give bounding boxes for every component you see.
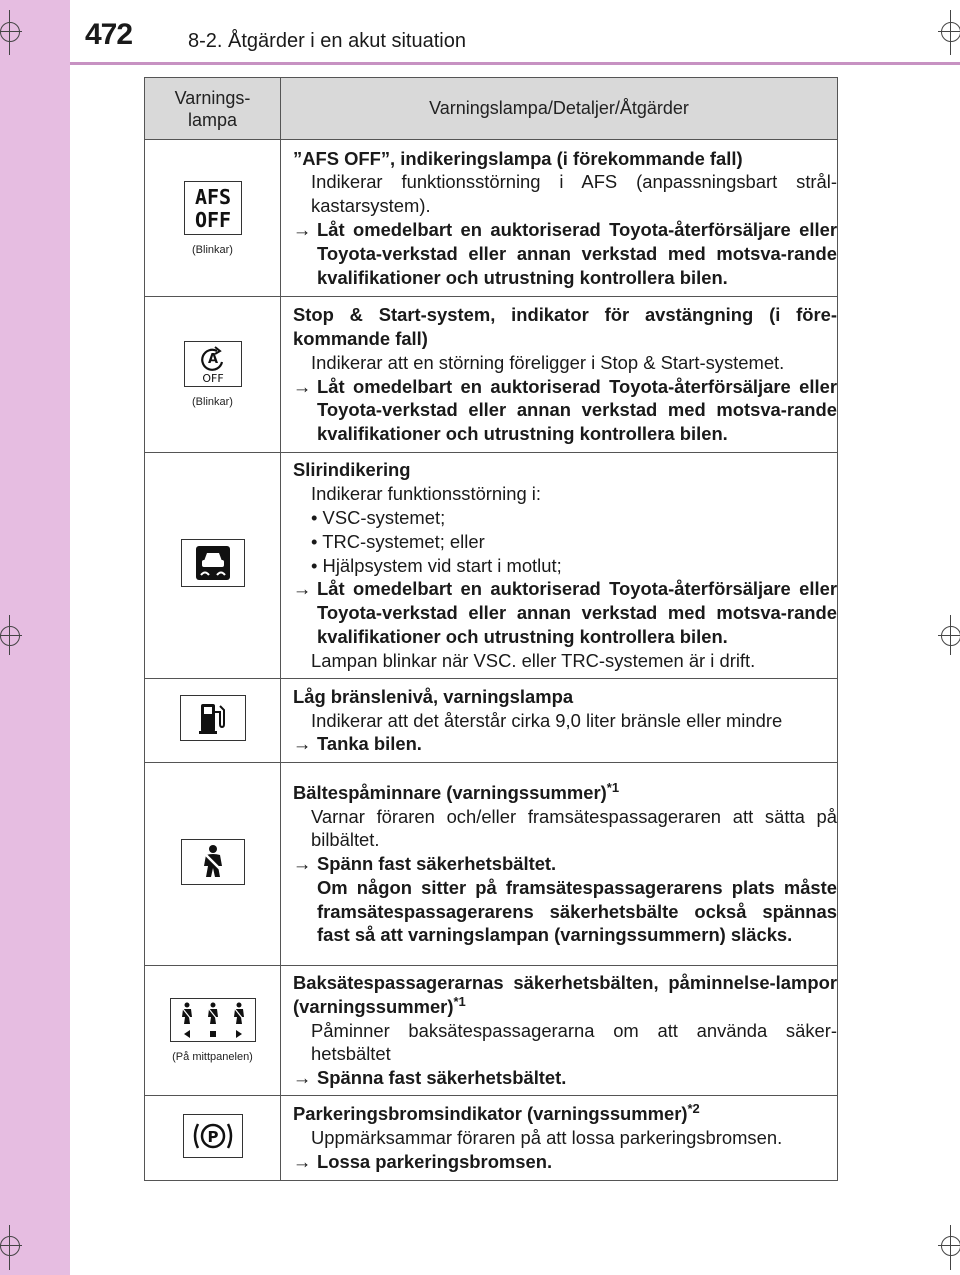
column-header-lamp-line1: Varnings- (174, 87, 251, 108)
table-row (145, 140, 838, 297)
lamp-description: Uppmärksammar föraren på att lossa parkeringsbromsen. (311, 1127, 783, 1149)
lamp-title (293, 1102, 837, 1126)
slip-indicator-icon (181, 539, 245, 587)
lamp-title: Stop & Start-system, indikator för avstängning (i före-kommande fall) (293, 304, 837, 349)
crop-mark-bottom-right (920, 1220, 960, 1275)
crop-mark-bottom-left (0, 1220, 40, 1275)
lamp-action (293, 218, 837, 289)
lamp-description: Indikerar funktionsstörning i: (311, 483, 541, 505)
lamp-note: Lampan blinkar när VSC. eller TRC-systemen är i drift. (311, 649, 756, 671)
lamp-description: Indikerar funktionsstörning i AFS (anpassningsbart strål-kastarsystem). (311, 171, 837, 217)
seatbelt-icon (181, 839, 245, 885)
lamp-cell (145, 453, 281, 679)
lamp-caption: (Blinkar) (192, 396, 233, 408)
lamp-title: ”AFS OFF”, indikeringslampa (i förekommande fall) (293, 147, 743, 169)
page-number: 472 (85, 18, 133, 51)
lamp-cell (145, 297, 281, 453)
lamp-action-text: Låt omedelbart en auktoriserad Toyota-återförsäljare eller Toyota-verkstad eller annan verkstad med motsva-rande kvalifikationer och utrustning kontrollera bilen. (317, 375, 837, 445)
table-row (145, 1096, 838, 1181)
table-row (145, 763, 838, 966)
stop-start-off-icon (184, 341, 242, 387)
lamp-description: Varnar föraren och/eller framsätespassageraren att sätta på bilbältet. (311, 805, 837, 851)
footnote-marker: *1 (453, 993, 466, 1009)
header-rule (70, 62, 960, 65)
lamp-description: Påminner baksätespassagerarna om att använda säker-hetsbältet (311, 1019, 837, 1065)
bullet-item: • TRC-systemet; eller (311, 530, 485, 552)
afs-icon-text-2: OFF (194, 207, 231, 232)
lamp-description: Indikerar att en störning föreligger i Stop & Start-systemet. (311, 351, 785, 373)
arrow-icon: → (293, 733, 312, 755)
footnote-marker: *2 (687, 1101, 700, 1117)
lamp-cell (145, 140, 281, 297)
lamp-title: Slirindikering (293, 459, 411, 481)
lamp-cell (145, 763, 281, 966)
arrow-icon: → (293, 578, 312, 600)
crop-mark-top-left (0, 0, 40, 60)
lamp-caption: (På mittpanelen) (172, 1051, 253, 1063)
lamp-title (293, 781, 837, 805)
lamp-action-text: Lossa parkeringsbromsen. (317, 1150, 553, 1172)
bullet-item: • VSC-systemet; (311, 507, 446, 528)
lamp-title-text: Parkeringsbromsindikator (varningssummer) (293, 1103, 688, 1125)
lamp-action-text: Låt omedelbart en auktoriserad Toyota-återförsäljare eller Toyota-verkstad eller annan verkstad med motsva-rande kvalifikationer och utrustning kontrollera bilen. (317, 219, 837, 288)
lamp-action (293, 1150, 837, 1174)
lamp-action-text: Tanka bilen. (317, 733, 422, 755)
lamp-title-text: Bältespåminnare (varningssummer) (293, 781, 607, 803)
lamp-action-text: Spänn fast säkerhetsbältet. (317, 853, 557, 875)
crop-mark-mid-left (0, 610, 40, 660)
warning-lamp-table (144, 77, 838, 1181)
rear-seatbelt-icon (170, 998, 256, 1042)
lamp-title (293, 971, 837, 1019)
stop-start-icon-text: OFF (201, 372, 224, 385)
lamp-action (293, 732, 837, 756)
afs-icon-text-1: AFS (194, 184, 231, 209)
lamp-action (293, 577, 837, 648)
table-row (145, 679, 838, 763)
footnote-marker: *1 (606, 779, 620, 795)
details-cell (281, 763, 838, 966)
column-header-lamp-line2: lampa (187, 109, 238, 130)
arrow-icon: → (293, 853, 312, 875)
parking-brake-icon (183, 1114, 243, 1158)
table-row (145, 966, 838, 1096)
table-row (145, 297, 838, 453)
details-cell (281, 679, 838, 763)
details-cell (281, 140, 838, 297)
lamp-title: Låg bränslenivå, varningslampa (293, 685, 574, 707)
section-title: 8-2. Åtgärder i en akut situation (188, 30, 466, 52)
crop-mark-mid-right (920, 610, 960, 660)
svg-text:A: A (207, 352, 218, 367)
details-cell (281, 453, 838, 679)
table-header-row (145, 78, 838, 140)
lamp-title-text: Baksätespassagerarnas säkerhetsbälten, påminnelse-lampor (varningssummer) (293, 972, 837, 1017)
table-row (145, 453, 838, 679)
lamp-action-text: Låt omedelbart en auktoriserad Toyota-återförsäljare eller Toyota-verkstad eller annan verkstad med motsva-rande kvalifikationer och utrustning kontrollera bilen. (317, 578, 837, 647)
details-cell (281, 966, 838, 1096)
bullet-item: • Hjälpsystem vid start i motlut; (311, 554, 562, 576)
arrow-icon: → (293, 1150, 312, 1172)
arrow-icon: → (293, 1067, 312, 1089)
column-header-lamp (145, 78, 281, 140)
lamp-cell (145, 966, 281, 1096)
lamp-action (293, 852, 837, 876)
lamp-action (293, 375, 837, 446)
arrow-icon: → (293, 375, 312, 397)
column-header-details: Varningslampa/Detaljer/Åtgärder (281, 78, 838, 140)
lamp-action-text: Spänna fast säkerhetsbältet. (317, 1067, 567, 1089)
lamp-caption: (Blinkar) (192, 243, 233, 256)
lamp-cell (145, 1096, 281, 1181)
lamp-action-followup: Om någon sitter på framsätespassagerarens plats måste framsätespassagerarens säkerhetsbälte också spännas fast så att varningslampan (varningssummern) släcks. (317, 876, 837, 946)
lamp-cell (145, 679, 281, 763)
fuel-pump-icon (180, 695, 246, 741)
svg-text:P: P (207, 1127, 218, 1146)
details-cell (281, 297, 838, 453)
lamp-description: Indikerar att det återstår cirka 9,0 liter bränsle eller mindre (311, 709, 783, 731)
arrow-icon: → (293, 219, 312, 240)
afs-off-icon (184, 181, 242, 235)
crop-mark-top-right (920, 0, 960, 60)
details-cell (281, 1096, 838, 1181)
lamp-action (293, 1066, 837, 1090)
